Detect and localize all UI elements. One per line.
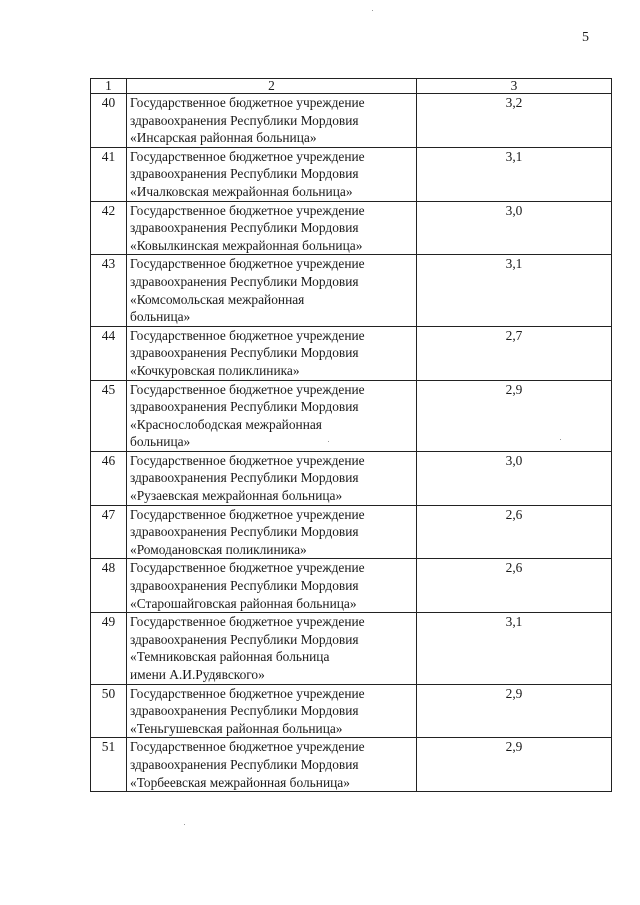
institutions-table xyxy=(90,78,612,792)
column-header-name: 2 xyxy=(127,79,417,94)
column-header-value: 3 xyxy=(417,79,612,94)
row-value: 3,1 xyxy=(417,613,612,684)
row-number: 47 xyxy=(91,505,127,559)
institution-name-line: больница» xyxy=(130,434,191,450)
table-row xyxy=(91,559,612,613)
institution-name-line: здравоохранения Республики Мордовия xyxy=(130,703,359,719)
institution-name-line: Государственное бюджетное учреждение xyxy=(130,148,365,164)
institution-name-line: «Кочкуровская поликлиника» xyxy=(130,362,300,378)
row-number: 48 xyxy=(91,559,127,613)
institution-name-line: «Ковылкинская межрайонная больница» xyxy=(130,237,363,253)
institution-name xyxy=(127,559,417,613)
institution-name xyxy=(127,326,417,380)
institution-name xyxy=(127,380,417,451)
institution-name-line: здравоохранения Республики Мордовия xyxy=(130,756,359,772)
table-row xyxy=(91,613,612,684)
table-body xyxy=(91,94,612,792)
institution-name-line: «Ромодановская поликлиника» xyxy=(130,541,307,557)
institution-name-line: здравоохранения Республики Мордовия xyxy=(130,112,359,128)
row-number: 43 xyxy=(91,255,127,326)
table-row xyxy=(91,326,612,380)
row-number: 40 xyxy=(91,94,127,148)
institution-name-line: Государственное бюджетное учреждение xyxy=(130,614,365,630)
row-number: 42 xyxy=(91,201,127,255)
table-row xyxy=(91,451,612,505)
institution-name-line: здравоохранения Республики Мордовия xyxy=(130,220,359,236)
row-number: 41 xyxy=(91,147,127,201)
institution-name xyxy=(127,738,417,792)
institution-name-line: «Старошайговская районная больница» xyxy=(130,595,357,611)
institution-name-line: Государственное бюджетное учреждение xyxy=(130,202,365,218)
table-row xyxy=(91,147,612,201)
table-row xyxy=(91,505,612,559)
scan-speck xyxy=(328,441,329,442)
row-number: 45 xyxy=(91,380,127,451)
row-value: 2,7 xyxy=(417,326,612,380)
table-row xyxy=(91,94,612,148)
row-value: 2,9 xyxy=(417,738,612,792)
row-number: 46 xyxy=(91,451,127,505)
institution-name xyxy=(127,451,417,505)
institution-name-line: здравоохранения Республики Мордовия xyxy=(130,399,359,415)
institution-name-line: больница» xyxy=(130,309,191,325)
institution-name-line: «Рузаевская межрайонная больница» xyxy=(130,488,343,504)
column-header-number: 1 xyxy=(91,79,127,94)
scan-speck xyxy=(184,824,185,825)
institution-name-line: здравоохранения Республики Мордовия xyxy=(130,345,359,361)
institution-name xyxy=(127,505,417,559)
institution-name xyxy=(127,613,417,684)
institution-name xyxy=(127,255,417,326)
institution-name-line: Государственное бюджетное учреждение xyxy=(130,739,365,755)
row-value: 2,9 xyxy=(417,684,612,738)
row-value: 2,6 xyxy=(417,559,612,613)
table-row xyxy=(91,255,612,326)
institution-name-line: здравоохранения Республики Мордовия xyxy=(130,273,359,289)
row-value: 3,0 xyxy=(417,451,612,505)
institution-name-line: здравоохранения Республики Мордовия xyxy=(130,166,359,182)
institution-name-line: здравоохранения Республики Мордовия xyxy=(130,578,359,594)
institution-name-line: Государственное бюджетное учреждение xyxy=(130,452,365,468)
scan-speck xyxy=(372,10,373,11)
scan-speck xyxy=(560,439,561,440)
row-value: 3,0 xyxy=(417,201,612,255)
row-value: 2,9 xyxy=(417,380,612,451)
page-number: 5 xyxy=(582,30,589,45)
institution-name xyxy=(127,201,417,255)
row-number: 49 xyxy=(91,613,127,684)
institution-name-line: Государственное бюджетное учреждение xyxy=(130,560,365,576)
institution-name-line: Государственное бюджетное учреждение xyxy=(130,506,365,522)
row-value: 2,6 xyxy=(417,505,612,559)
institution-name-line: здравоохранения Республики Мордовия xyxy=(130,470,359,486)
institution-name-line: здравоохранения Республики Мордовия xyxy=(130,631,359,647)
row-number: 50 xyxy=(91,684,127,738)
row-value: 3,1 xyxy=(417,147,612,201)
institution-name-line: «Инсарская районная больница» xyxy=(130,130,317,146)
institution-name-line: «Комсомольская межрайонная xyxy=(130,291,305,307)
table-row xyxy=(91,201,612,255)
institution-name-line: Государственное бюджетное учреждение xyxy=(130,381,365,397)
row-value: 3,1 xyxy=(417,255,612,326)
institution-name-line: Государственное бюджетное учреждение xyxy=(130,685,365,701)
table-row xyxy=(91,684,612,738)
table-header-row xyxy=(91,79,612,94)
row-number: 51 xyxy=(91,738,127,792)
institution-name-line: «Теньгушевская районная больница» xyxy=(130,720,343,736)
institution-name xyxy=(127,94,417,148)
institution-name-line: «Темниковская районная больница xyxy=(130,649,330,665)
institution-name-line: «Торбеевская межрайонная больница» xyxy=(130,774,350,790)
table-row xyxy=(91,738,612,792)
institution-name-line: Государственное бюджетное учреждение xyxy=(130,327,365,343)
institution-name-line: Государственное бюджетное учреждение xyxy=(130,256,365,272)
institution-name-line: Государственное бюджетное учреждение xyxy=(130,95,365,110)
institution-name-line: «Ичалковская межрайонная больница» xyxy=(130,183,353,199)
institution-name-line: «Краснослободская межрайонная xyxy=(130,416,322,432)
institution-name-line: здравоохранения Республики Мордовия xyxy=(130,524,359,540)
institution-name xyxy=(127,147,417,201)
table-row xyxy=(91,380,612,451)
row-number: 44 xyxy=(91,326,127,380)
institution-name-line: имени А.И.Рудявского» xyxy=(130,667,265,682)
row-value: 3,2 xyxy=(417,94,612,148)
institution-name xyxy=(127,684,417,738)
